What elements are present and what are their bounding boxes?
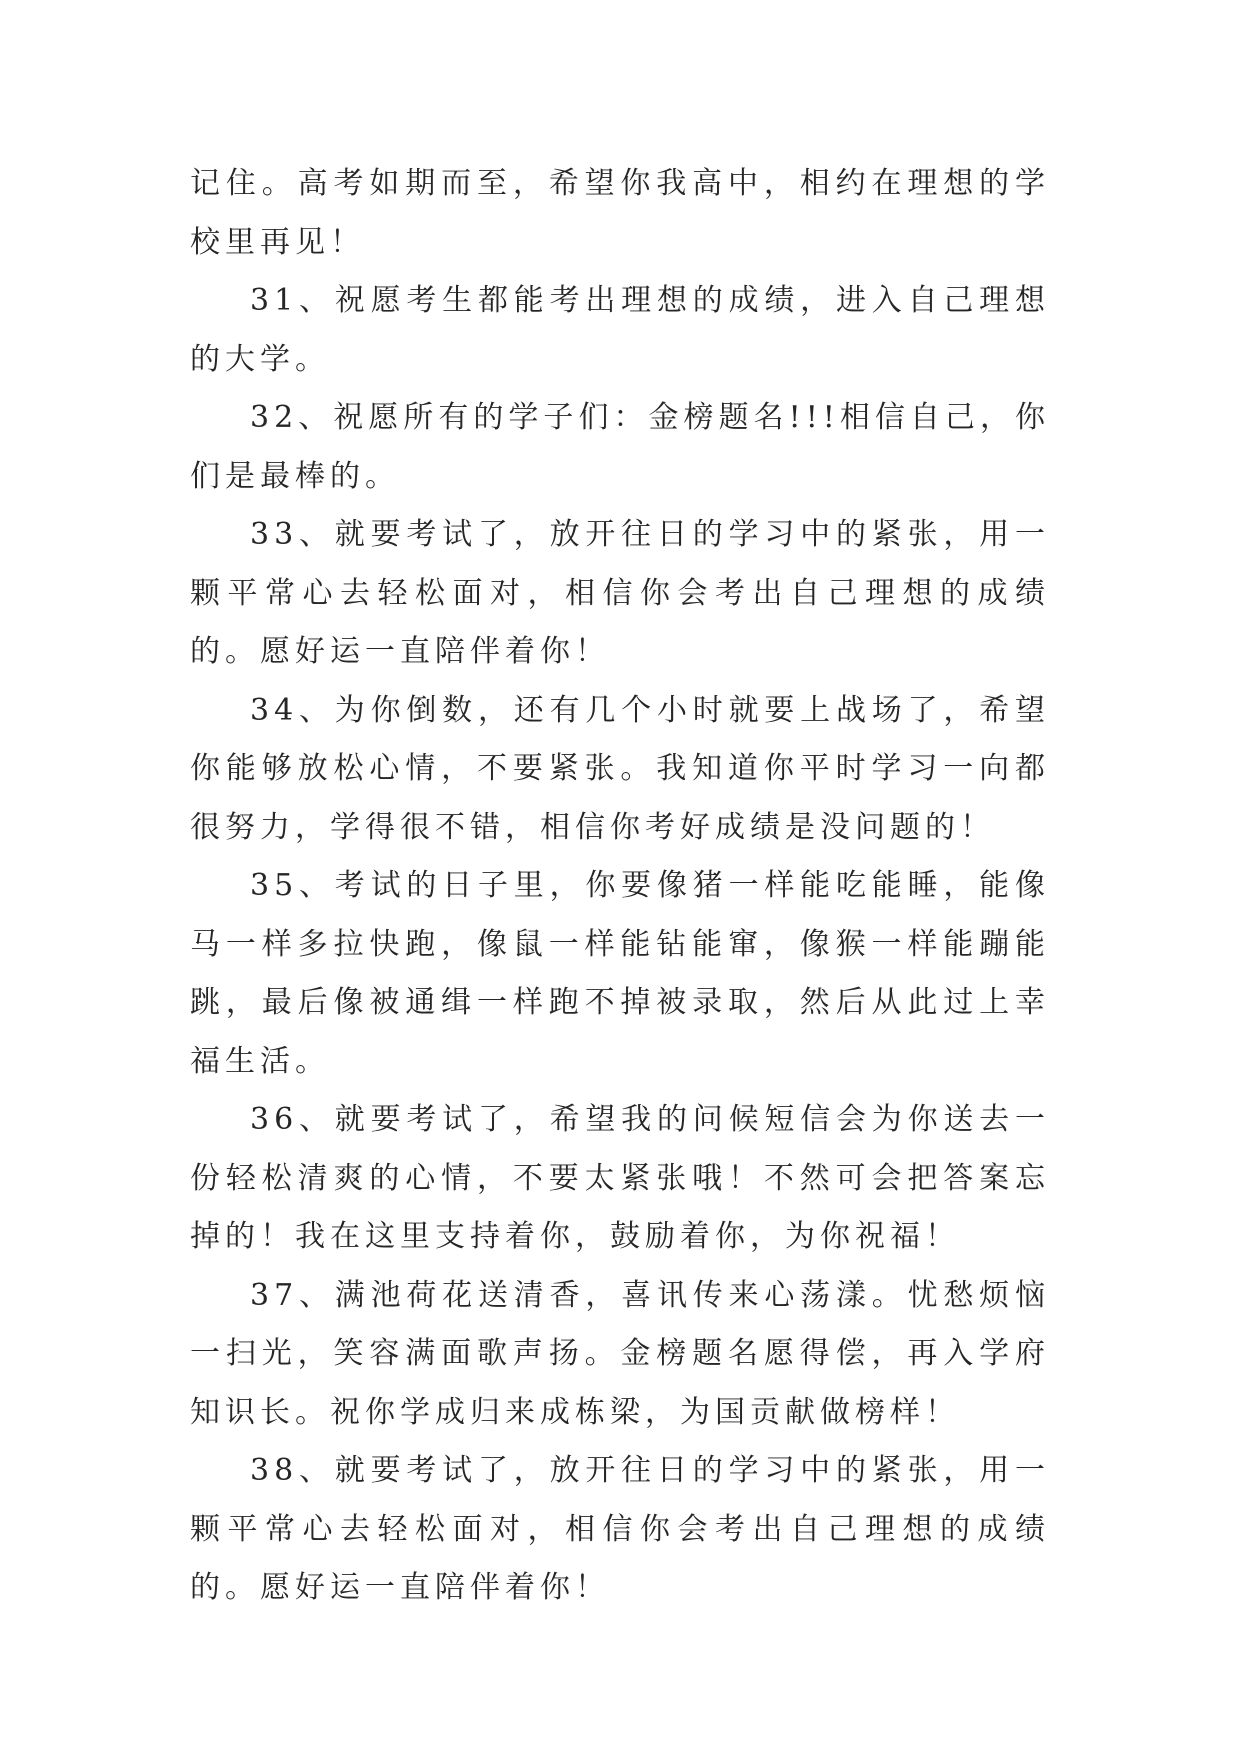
document-page bbox=[190, 155, 1050, 1618]
paragraph-32: 32、祝愿所有的学子们：金榜题名!!!相信自己，你们是最棒的。 bbox=[190, 400, 1050, 494]
paragraph-34: 34、为你倒数，还有几个小时就要上战场了，希望你能够放松心情，不要紧张。我知道你平时学习一向都很努力，学得很不错，相信你考好成绩是没问题的！ bbox=[190, 692, 1050, 845]
paragraph-35: 35、考试的日子里，你要像猪一样能吃能睡，能像马一样多拉快跑，像鼠一样能钻能窜，像猴一样能蹦能跳，最后像被通缉一样跑不掉被录取，然后从此过上幸福生活。 bbox=[190, 868, 1050, 1079]
paragraph-31: 31、祝愿考生都能考出理想的成绩，进入自己理想的大学。 bbox=[190, 283, 1050, 377]
paragraph-33: 33、就要考试了，放开往日的学习中的紧张，用一颗平常心去轻松面对，相信你会考出自己理想的成绩的。愿好运一直陪伴着你！ bbox=[190, 517, 1050, 669]
paragraph-continuation: 记住。高考如期而至，希望你我高中，相约在理想的学校里再见！ bbox=[190, 166, 1050, 260]
paragraph-37: 37、满池荷花送清香，喜讯传来心荡漾。忧愁烦恼一扫光，笑容满面歌声扬。金榜题名愿得偿，再入学府知识长。祝你学成归来成栋梁，为国贡献做榜样！ bbox=[190, 1277, 1050, 1430]
paragraph-36: 36、就要考试了，希望我的问候短信会为你送去一份轻松清爽的心情，不要太紧张哦！不然可会把答案忘掉的！我在这里支持着你，鼓励着你，为你祝福！ bbox=[190, 1102, 1050, 1254]
paragraph-38: 38、就要考试了，放开往日的学习中的紧张，用一颗平常心去轻松面对，相信你会考出自己理想的成绩的。愿好运一直陪伴着你！ bbox=[190, 1453, 1050, 1605]
